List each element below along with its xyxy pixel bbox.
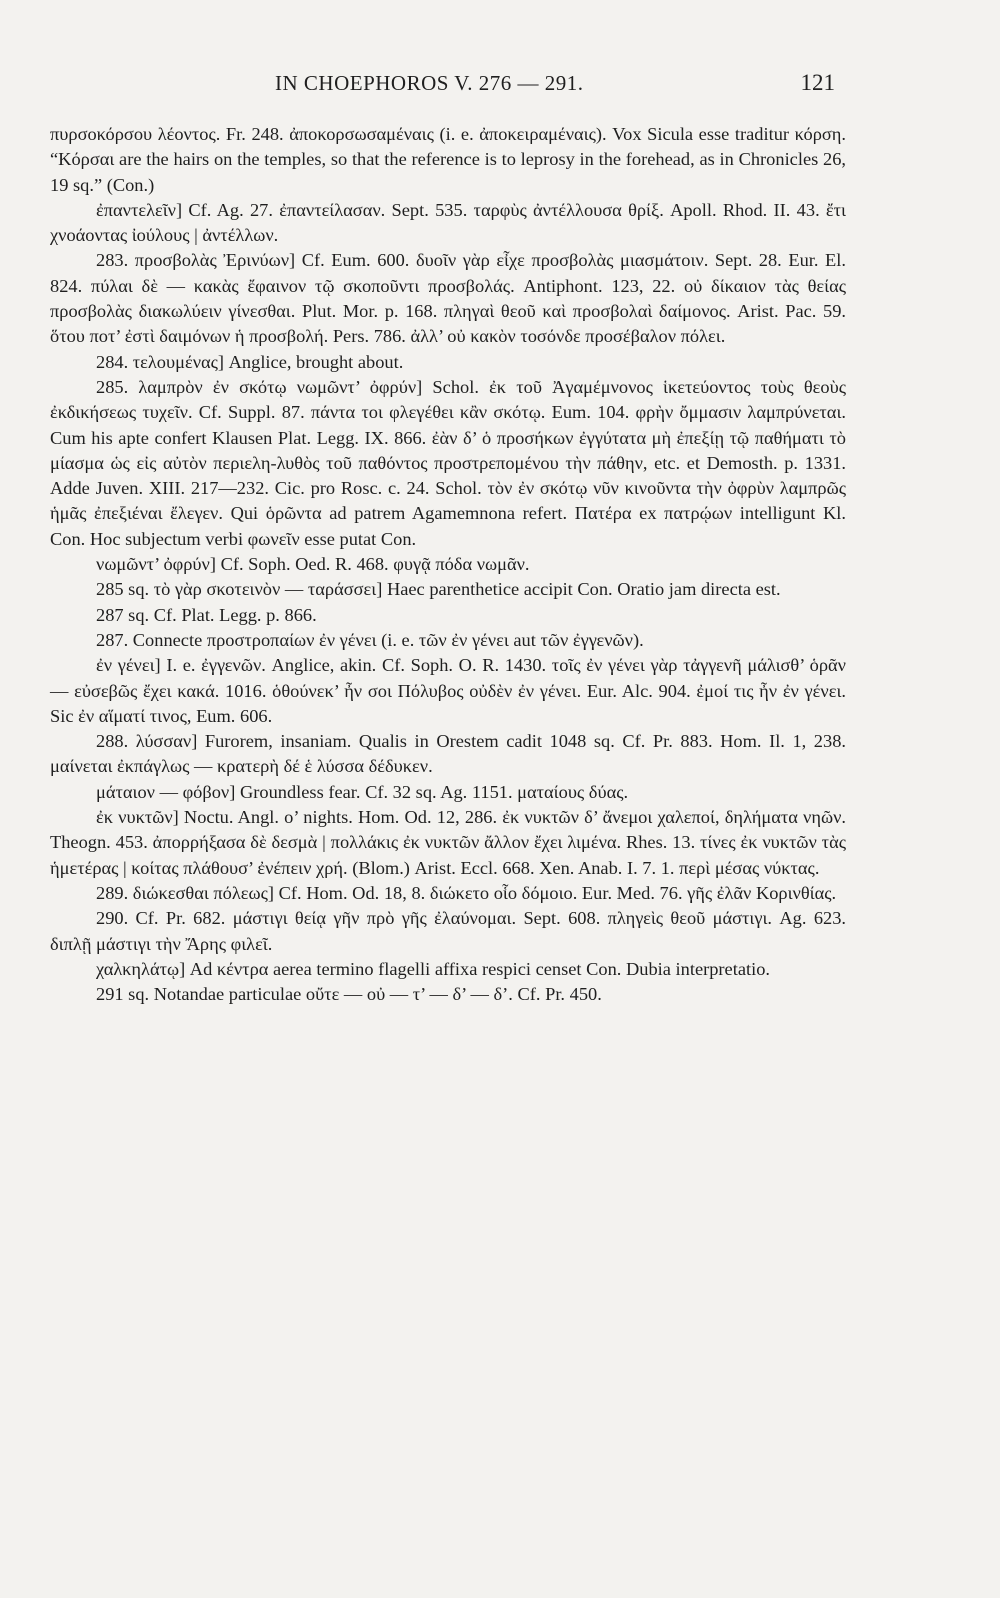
commentary-paragraph: 285. λαμπρὸν ἐν σκότῳ νωμῶντ’ ὀφρύν] Schol. ἐκ τοῦ Ἀγαμέμνονος ἱκετεύοντος τοὺς θεοὺς ἐκδικήσεως τυχεῖν. Cf. Suppl. 87. πάντα τοι φλεγέθει κἂν σκότῳ. Eum. 104. φρὴν ὄμμασιν λαμπρύνεται. Cum his apte confert Klausen Plat. Legg. IX. 866. ἐὰν δ’ ὁ προσήκων ἐγγύτατα μὴ ἐπεξίῃ τῷ παθήματι τὸ μίασμα ὡς εἰς αὐτὸν περιελη-λυθὸς τοῦ παθόντος προστρεπομένου τὴν πάθην, etc. et Demosth. p. 1331. Adde Juven. XIII. 217—232. Cic. pro Rosc. c. 24. Schol. τὸν ἐν σκότῳ νῦν κινοῦντα τὴν ὀφρὺν λαμπρῶς ἡμᾶς ἐπεξιέναι ἔλεγεν. Qui ὁρῶντα ad patrem Agamemnona refert. Πατέρα ex πατρῴων intelligunt Kl. Con. Hoc subjectum verbi φωνεῖν esse putat Con.: [50, 376, 846, 549]
commentary-paragraph: 287. Connecte προστροπαίων ἐν γένει (i. e. τῶν ἐν γένει aut τῶν ἐγγενῶν).: [96, 629, 644, 650]
commentary-paragraph: 283. προσβολὰς Ἐρινύων] Cf. Eum. 600. δυοῖν γὰρ εἶχε προσβολὰς μιασμάτοιν. Sept. 28. Eur. El. 824. πύλαι δὲ — κακὰς ἔφαινον τῷ σκοποῦντι προσβολάς. Antiphont. 123, 22. οὐ δίκαιον τὰς θείας προσβολὰς διακωλύειν γίνεσθαι. Plut. Mor. p. 168. πληγαὶ θεοῦ καὶ προσβολαὶ δαίμονος. Arist. Pac. 59. ὅτου ποτ’ ἐστὶ δαιμόνων ἡ προσβολή. Pers. 786. ἀλλ’ οὐ κακὸν τοσόνδε προσέβαλον πόλει.: [50, 250, 846, 347]
commentary-paragraph: 285 sq. τὸ γὰρ σκοτεινὸν — ταράσσει] Haec parenthetice accipit Con. Oratio jam directa est.: [96, 579, 781, 600]
commentary-text: [50, 122, 846, 1007]
commentary-paragraph: ἐπαντελεῖν] Cf. Ag. 27. ἐπαντείλασαν. Sept. 535. ταρφὺς ἀντέλλουσα θρίξ. Apoll. Rhod. II. 43. ἔτι χνοάοντας ἰούλους | ἀντέλλων.: [50, 199, 846, 246]
commentary-paragraph: νωμῶντ’ ὀφρύν] Cf. Soph. Oed. R. 468. φυγᾷ πόδα νωμᾶν.: [96, 554, 530, 575]
commentary-paragraph: 288. λύσσαν] Furorem, insaniam. Qualis in Orestem cadit 1048 sq. Cf. Pr. 883. Hom. Il. 1, 238. μαίνεται ἐκπάγλως — κρατερὴ δέ ἑ λύσσα δέδυκεν.: [50, 731, 846, 777]
commentary-paragraph: πυρσοκόρσου λέοντος. Fr. 248. ἀποκορσωσαμέναις (i. e. ἀποκειραμέναις). Vox Sicula esse traditur κόρση. “Κόρσαι are the hairs on the temples, so that the reference is to leprosy in the forehead, as in Chronicles 26, 19 sq.” (Con.): [50, 124, 846, 195]
commentary-paragraph: 287 sq. Cf. Plat. Legg. p. 866.: [96, 604, 317, 625]
page-header: [50, 70, 835, 110]
commentary-paragraph: 290. Cf. Pr. 682. μάστιγι θείᾳ γῆν πρὸ γῆς ἐλαύνομαι. Sept. 608. πληγεὶς θεοῦ μάστιγι. Ag. 623. διπλῇ μάστιγι τὴν Ἄρης φιλεῖ.: [50, 908, 846, 954]
page-number: 121: [800, 70, 835, 95]
commentary-paragraph: μάταιον — φόβον] Groundless fear. Cf. 32 sq. Ag. 1151. ματαίους δύας.: [96, 781, 629, 802]
commentary-paragraph: ἐν γένει] I. e. ἐγγενῶν. Anglice, akin. Cf. Soph. O. R. 1430. τοῖς ἐν γένει γὰρ τἀγγενῆ μάλισθ’ ὁρᾶν — εὐσεβῶς ἔχει κακά. 1016. ὁθούνεκ’ ἦν σοι Πόλυβος οὐδὲν ἐν γένει. Eur. Alc. 904. ἐμοί τις ἦν ἐν γένει. Sic ἐν αἵματί τινος, Eum. 606.: [50, 655, 846, 726]
commentary-paragraph: 284. τελουμένας] Anglice, brought about.: [96, 351, 404, 372]
commentary-paragraph: 291 sq. Notandae particulae οὔτε — οὐ — τ’ — δ’ — δ’. Cf. Pr. 450.: [96, 984, 602, 1005]
running-title: IN CHOEPHOROS V. 276 — 291.: [275, 71, 584, 95]
commentary-paragraph: ἐκ νυκτῶν] Noctu. Angl. o’ nights. Hom. Od. 12, 286. ἐκ νυκτῶν δ’ ἄνεμοι χαλεποί, δηλήματα νηῶν. Theogn. 453. ἀπορρήξασα δὲ δεσμὰ | πολλάκις ἐκ νυκτῶν ἄλλον ἔχει λιμένα. Rhes. 13. τίνες ἐκ νυκτῶν τὰς ἡμετέρας | κοίτας πλάθουσ’ ἐνέπειν χρή. (Blom.) Arist. Eccl. 668. Xen. Anab. I. 7. 1. περὶ μέσας νύκτας.: [50, 807, 846, 878]
commentary-paragraph: χαλκηλάτῳ] Ad κέντρα aerea termino flagelli affixa respici censet Con. Dubia interpretatio.: [96, 958, 771, 979]
commentary-paragraph: 289. διώκεσθαι πόλεως] Cf. Hom. Od. 18, 8. διώκετο οἷο δόμοιο. Eur. Med. 76. γῆς ἐλᾶν Κορινθίας.: [96, 882, 837, 903]
